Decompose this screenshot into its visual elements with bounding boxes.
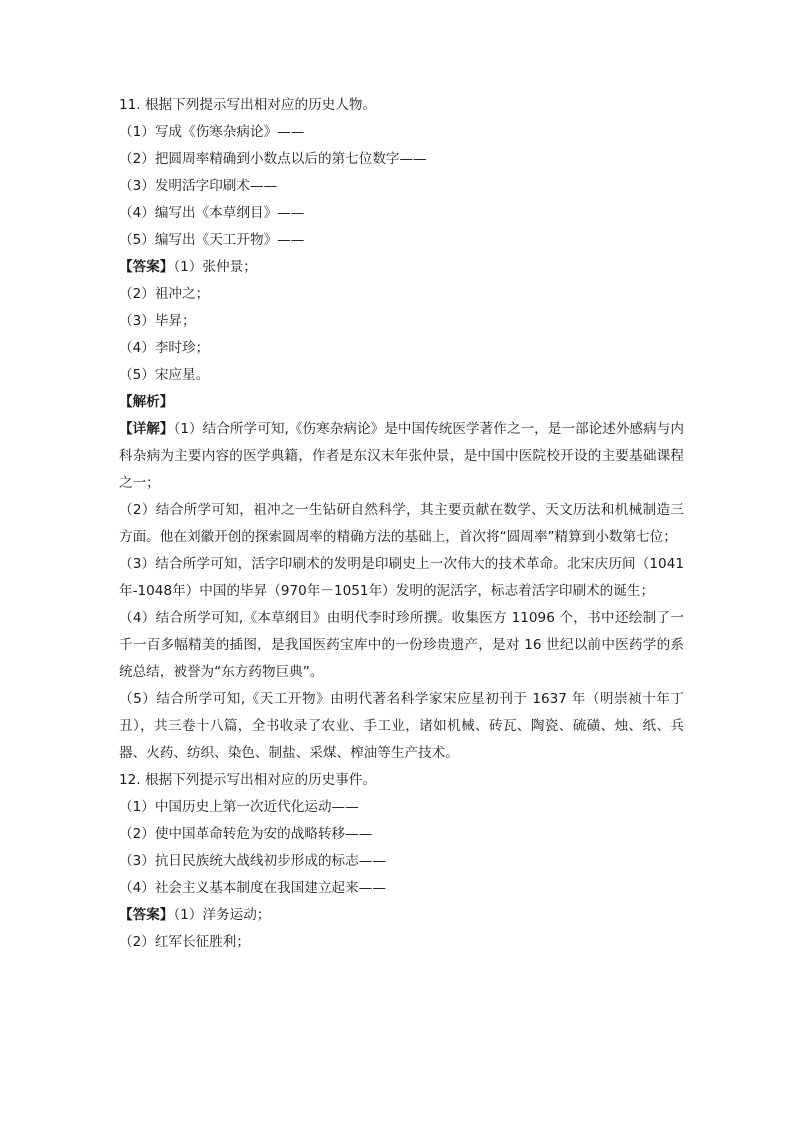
q12-prompt-4: （4）社会主义基本制度在我国建立起来—— <box>119 880 386 896</box>
q11-detail-label: 【详解】 <box>119 421 174 437</box>
q11-prompt-2: （2）把圆周率精确到小数点以后的第七位数字—— <box>119 151 427 167</box>
q12-answer-label: 【答案】 <box>119 907 174 923</box>
q11-answer-5: （5）宋应星。 <box>119 367 210 383</box>
q11-prompt-5: （5）编写出《天工开物》—— <box>119 232 305 248</box>
q11-answer-line-1 <box>119 254 684 281</box>
q11-detail-1 <box>119 416 684 497</box>
q12-stem: 12. 根据下列提示写出相对应的历史事件。 <box>119 772 377 788</box>
q11-prompt-4: （4）编写出《本草纲目》—— <box>119 205 305 221</box>
q12-prompt-1: （1）中国历史上第一次近代化运动—— <box>119 799 359 815</box>
q11-detail-3: （3）结合所学可知，活字印刷术的发明是印刷史上一次伟大的技术革命。北宋庆历间（1041年-1048年）中国的毕昇（970年－1051年）发明的泥活字，标志着活字印刷术的诞生； <box>119 556 684 599</box>
q12-answer-1: （1）洋务运动； <box>173 907 271 923</box>
q11-detail-1-text: （1）结合所学可知,《伤寒杂病论》是中国传统医学著作之一，是一部论述外感病与内科杂病为主要内容的医学典籍，作者是东汉末年张仲景，是中国中医院校开设的主要基础课程之一； <box>119 421 685 491</box>
q11-answer-label: 【答案】 <box>119 259 174 275</box>
q11-prompt-1: （1）写成《伤寒杂病论》—— <box>119 124 305 140</box>
q11-detail-4: （4）结合所学可知,《本草纲目》由明代李时珍所撰。收集医方 11096 个，书中还绘制了一千一百多幅精美的插图，是我国医药宝库中的一份珍贵遗产，是对 16 世纪以前中医药学的系统总结，被誉为“东方药物巨典”。 <box>119 610 684 680</box>
q11-answer-2: （2）祖冲之； <box>119 286 210 302</box>
q11-answer-1: （1）张仲景； <box>173 259 257 275</box>
q12-prompt-3: （3）抗日民族统大战线初步形成的标志—— <box>119 853 386 869</box>
q11-detail-2: （2）结合所学可知，祖冲之一生钻研自然科学，其主要贡献在数学、天文历法和机械制造三方面。他在刘徽开创的探索圆周率的精确方法的基础上，首次将“圆周率”精算到小数第七位； <box>119 502 684 545</box>
q11-prompt-3: （3）发明活字印刷术—— <box>119 178 278 194</box>
q11-analysis-label: 【解析】 <box>119 394 174 410</box>
document-page <box>119 92 684 956</box>
q11-answer-3: （3）毕昇； <box>119 313 196 329</box>
q12-prompt-2: （2）使中国革命转危为安的战略转移—— <box>119 826 373 842</box>
q12-answer-2: （2）红军长征胜利； <box>119 934 250 950</box>
q11-answer-4: （4）李时珍； <box>119 340 210 356</box>
q12-answer-line-1 <box>119 902 684 929</box>
q11-stem: 11. 根据下列提示写出相对应的历史人物。 <box>119 97 377 113</box>
q11-detail-5: （5）结合所学可知,《天工开物》由明代著名科学家宋应星初刊于 1637 年（明崇祯十年丁丑），共三卷十八篇，全书收录了农业、手工业，诸如机械、砖瓦、陶瓷、硫磺、烛、纸、兵器、火药、纺织、染色、制盐、采煤、榨油等生产技术。 <box>119 691 684 761</box>
